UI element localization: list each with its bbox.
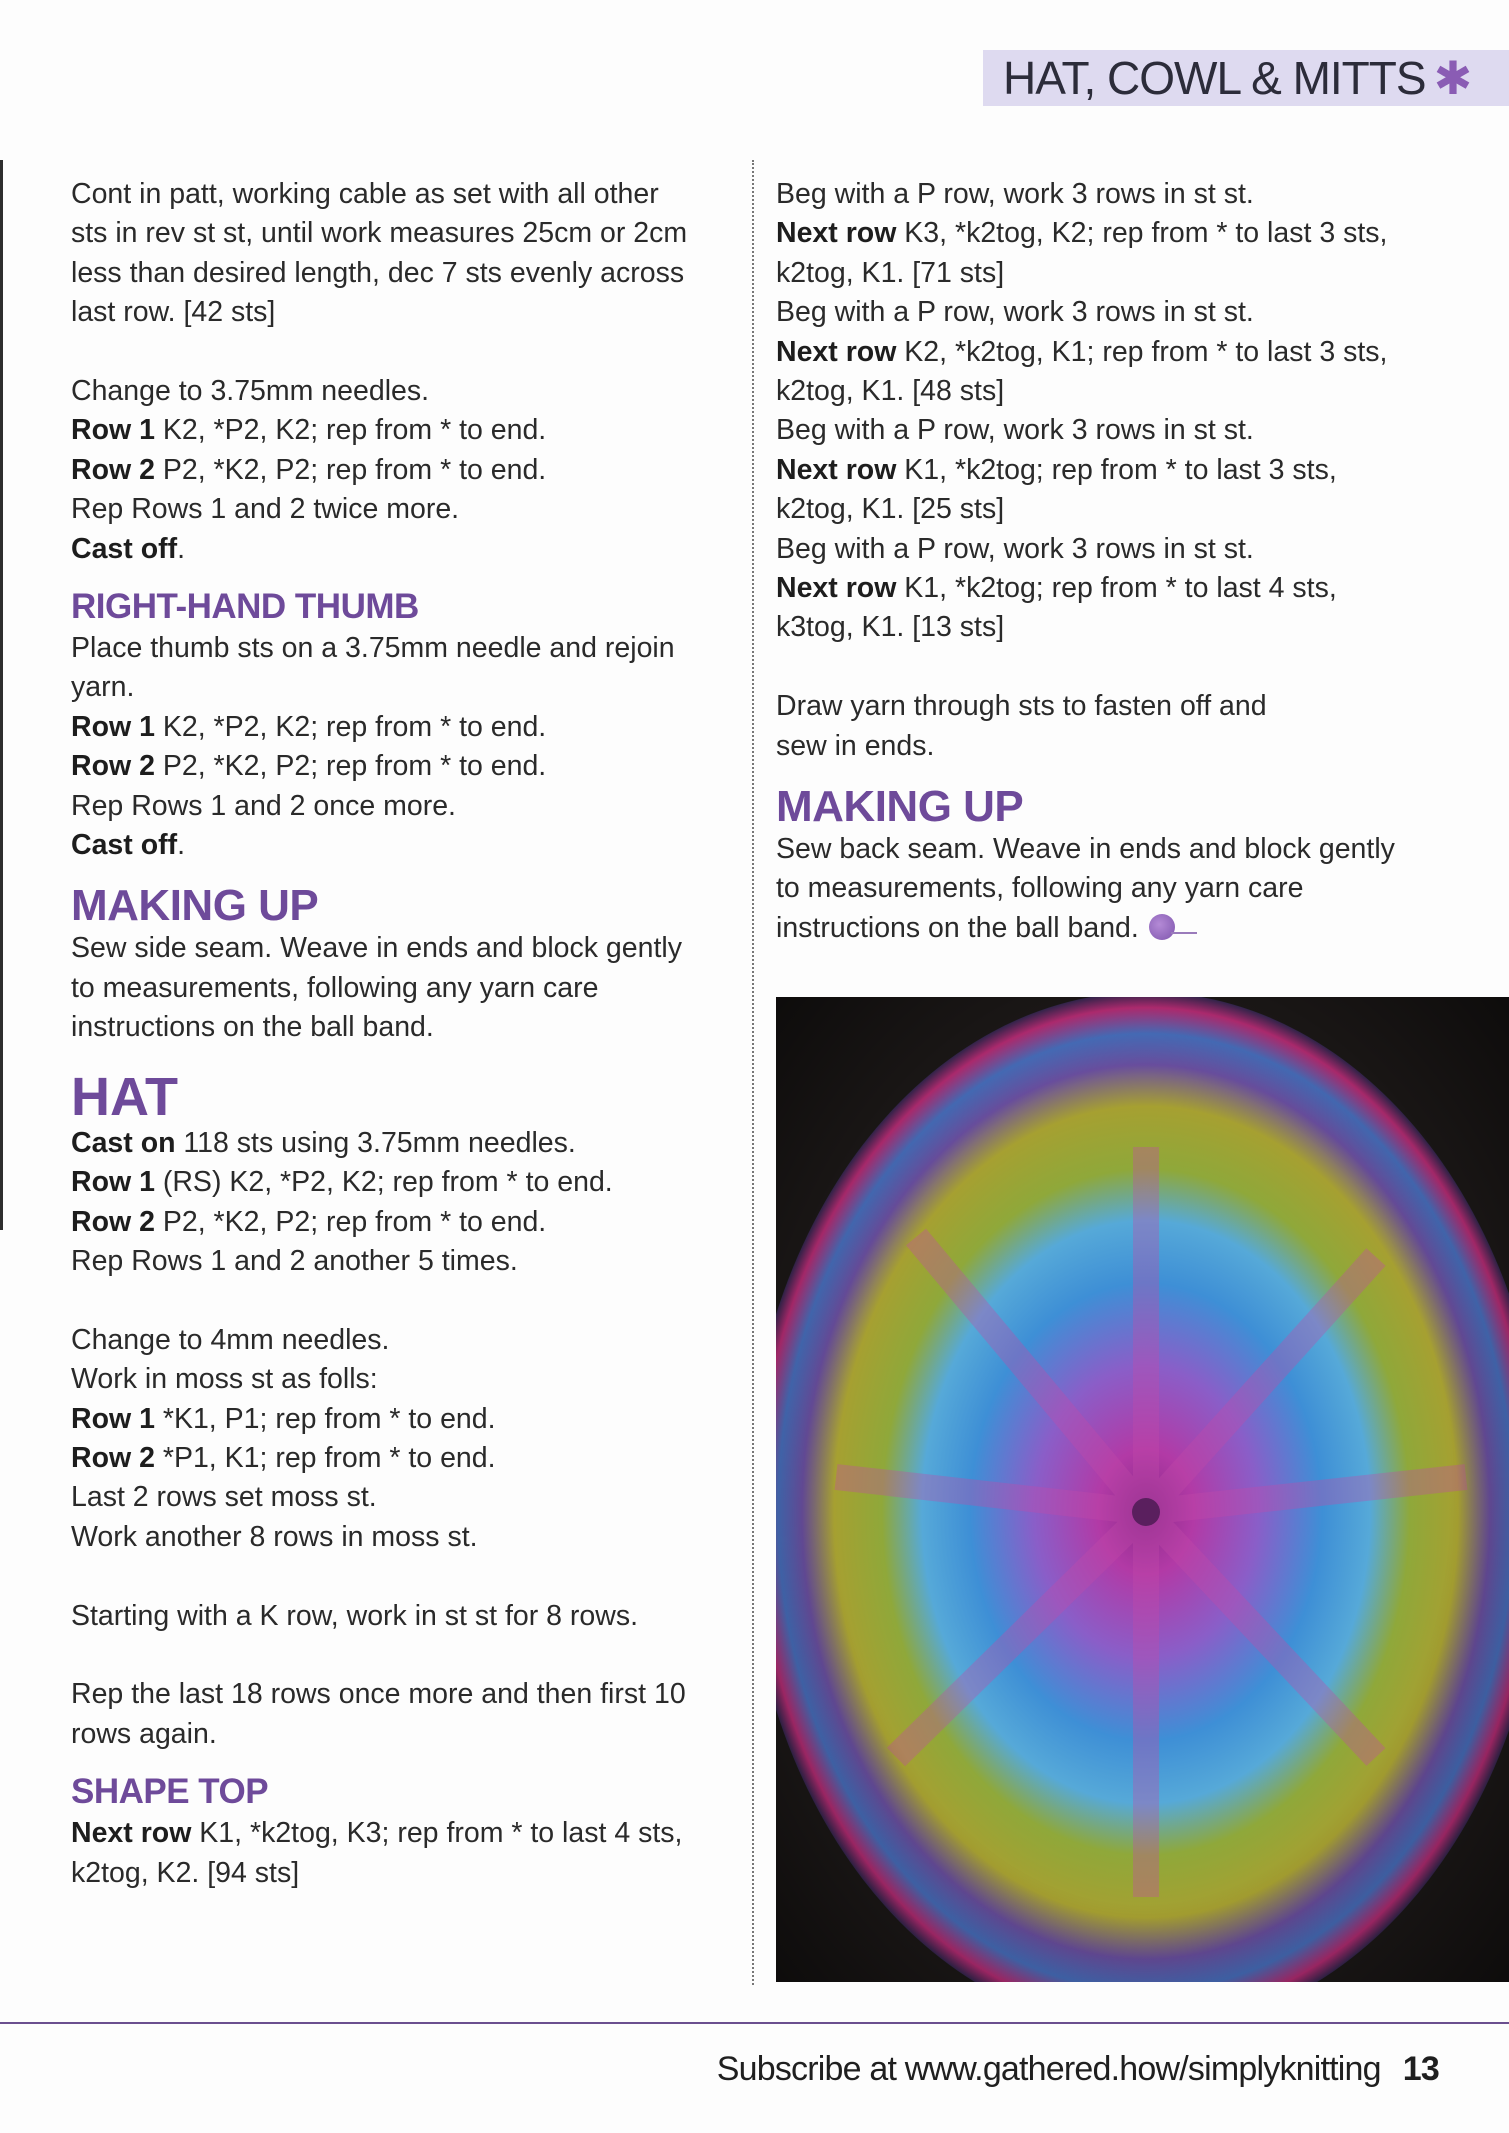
next-row-cont: k2tog, K1. [48 sts]: [776, 375, 1005, 408]
subscribe-link[interactable]: Subscribe at www.gathered.how/simplyknitting: [716, 2050, 1381, 2088]
repeat-last-line: rows again.: [71, 1717, 217, 1750]
st-st-line: Starting with a K row, work in st st for 8 rows.: [71, 1599, 639, 1632]
shape-top-next-row: Next row K1, *k2tog, K3; rep from * to last 4 sts,: [71, 1817, 683, 1850]
beg-line: Beg with a P row, work 3 rows in st st.: [776, 532, 1254, 565]
beg-line: Beg with a P row, work 3 rows in st st.: [776, 414, 1254, 447]
beg-line: Beg with a P row, work 3 rows in st st.: [776, 296, 1254, 329]
rib-repeat-line: Rep Rows 1 and 2 twice more.: [71, 493, 460, 526]
section-title: HAT, COWL & MITTS: [1003, 52, 1426, 104]
making-up-line: to measurements, following any yarn care: [71, 971, 599, 1004]
next-row-line: Next row K1, *k2tog; rep from * to last 3 sts,: [776, 453, 1337, 486]
intro-line: less than desired length, dec 7 sts evenly across: [71, 256, 685, 289]
thumb-heading: RIGHT-HAND THUMB: [71, 587, 419, 627]
change-needles-line: Change to 3.75mm needles.: [71, 375, 430, 408]
next-row-cont: k3tog, K1. [13 sts]: [776, 611, 1005, 644]
hat-photo: [776, 997, 1509, 1982]
yarn-ball-icon: [1149, 914, 1175, 940]
making-up-line: Sew side seam. Weave in ends and block gently: [71, 932, 682, 965]
cast-off-line: Cast off.: [71, 532, 186, 565]
making-up-line: to measurements, following any yarn care: [776, 872, 1304, 905]
draw-yarn-line: Draw yarn through sts to fasten off and: [776, 690, 1267, 723]
left-column: [71, 175, 741, 1893]
next-row-line: Next row K3, *k2tog, K2; rep from * to last 3 sts,: [776, 217, 1388, 250]
right-column: [776, 175, 1446, 948]
thumb-line: yarn.: [71, 671, 135, 704]
moss-intro-line: Work in moss st as folls:: [71, 1363, 378, 1396]
next-row-line: Next row K2, *k2tog, K1; rep from * to last 3 sts,: [776, 335, 1388, 368]
hat-repeat-line: Rep Rows 1 and 2 another 5 times.: [71, 1244, 518, 1277]
hat-change-line: Change to 4mm needles.: [71, 1323, 390, 1356]
making-up-heading-right: MAKING UP: [776, 782, 1024, 832]
shape-top-cont-line: k2tog, K2. [94 sts]: [71, 1856, 300, 1889]
moss-row-2: Row 2 *P1, K1; rep from * to end.: [71, 1441, 496, 1474]
moss-more-line: Work another 8 rows in moss st.: [71, 1520, 478, 1553]
thumb-line: Place thumb sts on a 3.75mm needle and rejoin: [71, 632, 675, 665]
next-row-line: Next row K1, *k2tog; rep from * to last 4 sts,: [776, 572, 1337, 605]
hat-cast-on-line: Cast on 118 sts using 3.75mm needles.: [71, 1126, 576, 1159]
intro-line: last row. [42 sts]: [71, 296, 276, 329]
rib-row-2: Row 2 P2, *K2, P2; rep from * to end.: [71, 453, 547, 486]
making-up-line: instructions on the ball band.: [71, 1011, 434, 1044]
footer: [717, 2050, 1439, 2089]
next-row-cont: k2tog, K1. [25 sts]: [776, 493, 1005, 526]
draw-yarn-line: sew in ends.: [776, 729, 935, 762]
page-number: 13: [1402, 2050, 1439, 2088]
intro-line: Cont in patt, working cable as set with all other: [71, 178, 659, 210]
hat-heading: HAT: [71, 1066, 178, 1127]
making-up-heading: MAKING UP: [71, 881, 319, 931]
repeat-last-line: Rep the last 18 rows once more and then first 10: [71, 1678, 686, 1711]
next-row-cont: k2tog, K1. [71 sts]: [776, 256, 1005, 289]
thumb-row-2: Row 2 P2, *K2, P2; rep from * to end.: [71, 750, 547, 783]
thumb-row-1: Row 1 K2, *P2, K2; rep from * to end.: [71, 710, 547, 743]
moss-row-1: Row 1 *K1, P1; rep from * to end.: [71, 1402, 496, 1435]
column-divider: [752, 160, 754, 1985]
section-header-tab: [983, 50, 1509, 106]
making-up-line: instructions on the ball band.: [776, 909, 1446, 948]
thumb-cast-off-line: Cast off.: [71, 829, 186, 862]
making-up-line: Sew back seam. Weave in ends and block gently: [776, 833, 1395, 866]
beg-line: Beg with a P row, work 3 rows in st st.: [776, 178, 1254, 210]
footer-rule: [0, 2022, 1509, 2024]
rib-row-1: Row 1 K2, *P2, K2; rep from * to end.: [71, 414, 547, 447]
hat-row-1: Row 1 (RS) K2, *P2, K2; rep from * to end.: [71, 1166, 613, 1199]
hat-row-2: Row 2 P2, *K2, P2; rep from * to end.: [71, 1205, 547, 1238]
photo-vignette: [776, 997, 1509, 1982]
shape-top-heading: SHAPE TOP: [71, 1772, 269, 1812]
star-icon: ✱: [1433, 52, 1473, 104]
intro-line: sts in rev st st, until work measures 25cm or 2cm: [71, 217, 688, 250]
hat-photo-illustration: [776, 997, 1509, 1982]
moss-set-line: Last 2 rows set moss st.: [71, 1481, 377, 1514]
left-edge-rule: [0, 160, 3, 1230]
thumb-repeat-line: Rep Rows 1 and 2 once more.: [71, 789, 456, 822]
